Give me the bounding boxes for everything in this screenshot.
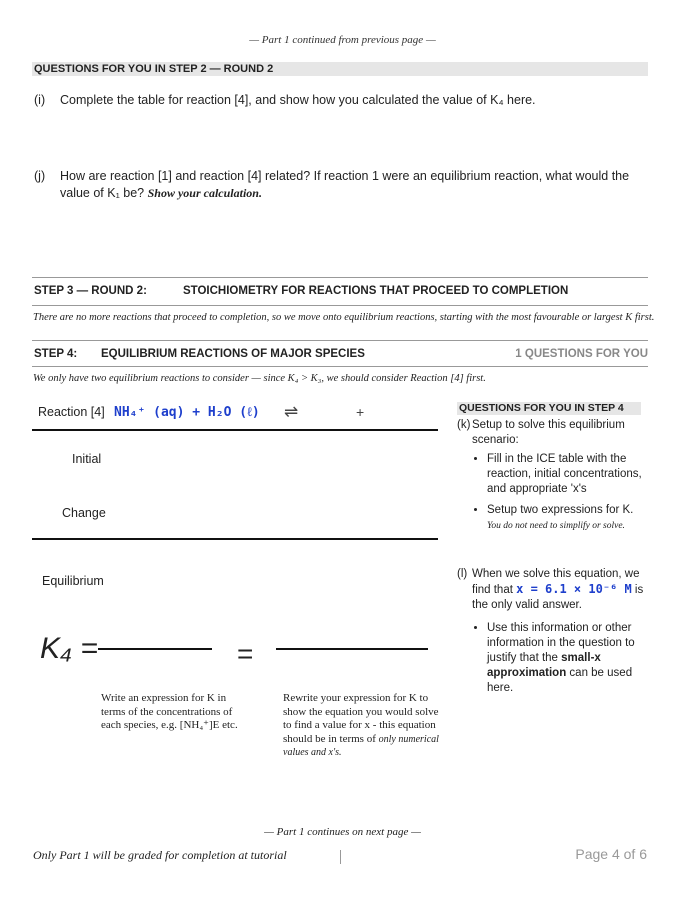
question-i-text: Complete the table for reaction [4], and show how you calculated the value of K₄ here. (60, 93, 536, 107)
equilibrium-arrow: ⇌ (284, 402, 299, 421)
row-initial: Initial (72, 452, 102, 466)
k4-label: K₄ = (40, 632, 98, 665)
question-k-bullet: • Setup two expressions for K. You do not need to simplify or solve. (487, 503, 652, 534)
question-l: (l) When we solve this equation, we find that x = 6.1 × 10⁻⁶ M is the only valid answer. • Use this information or other information in the question to justify that the small-x approximation can be used here. (457, 567, 652, 702)
step3-label: STEP 3 — ROUND 2: (34, 285, 147, 297)
row-equilibrium: Equilibrium (42, 574, 104, 588)
continues-note: — Part 1 continues on next page — (264, 826, 421, 838)
question-i-label: (i) (34, 93, 46, 107)
explanation-left: Write an expression for K in terms of the concentrations of each species, e.g. [NH₄⁺]E etc. (101, 692, 238, 731)
page-number: Page 4 of 6 (575, 846, 647, 862)
k-blank-1 (98, 648, 212, 650)
divider (32, 305, 648, 306)
question-l-label: (l) (457, 568, 468, 580)
question-j-label: (j) (34, 169, 46, 183)
continued-note: — Part 1 continued from previous page — (249, 34, 436, 46)
question-j (34, 168, 646, 202)
reaction-label: Reaction [4] (38, 405, 105, 419)
step3-title: STOICHIOMETRY FOR REACTIONS THAT PROCEED TO COMPLETION (183, 285, 569, 297)
divider (32, 366, 648, 367)
divider (32, 277, 648, 278)
question-k-label: (k) (457, 419, 471, 431)
question-i (34, 92, 646, 109)
plus-sign: + (356, 404, 365, 420)
step3-note: There are no more reactions that proceed to completion, so we move onto equilibrium reactions, starting with the most favourable or largest K first. (33, 312, 655, 323)
step4-title: EQUILIBRIUM REACTIONS OF MAJOR SPECIES (101, 348, 365, 360)
ice-bottom-rule (32, 538, 438, 540)
handwritten-answer: x = 6.1 × 10⁻⁶ M (516, 582, 632, 596)
footer-divider (340, 850, 341, 864)
question-k-bullet: • Fill in the ICE table with the reaction, initial concentrations, and appropriate 'x's (487, 452, 652, 497)
divider (32, 340, 648, 341)
step4-label: STEP 4: (34, 348, 78, 360)
question-j-text: How are reaction [1] and reaction [4] related? If reaction 1 were an equilibrium reaction, what would the value of K₁ be? (60, 169, 630, 200)
question-k (457, 418, 652, 540)
explanation-right: Rewrite your expression for K to show the equation you would solve to find a value for x - this equation should be in terms of only numerical values and x's. (283, 692, 439, 758)
k-blank-2 (276, 648, 428, 650)
handwritten-reactants: NH₄⁺ (aq) + H₂O (ℓ) (114, 405, 260, 420)
question-l-bullet: • Use this information or other information in the question to justify that the small-x approximation can be used here. (487, 621, 652, 696)
equals-sign: = (237, 638, 254, 669)
row-change: Change (62, 506, 106, 520)
step2-title: QUESTIONS FOR YOU IN STEP 2 — ROUND 2 (34, 63, 274, 75)
step4-question-count: 1 QUESTIONS FOR YOU (515, 348, 648, 360)
sidebar-title: QUESTIONS FOR YOU IN STEP 4 (459, 402, 624, 414)
grading-note: Only Part 1 will be graded for completion at tutorial (33, 848, 287, 862)
question-k-text: Setup to solve this equilibrium scenario: (472, 419, 625, 446)
step4-note: We only have two equilibrium reactions to consider — since K₄ > K₃, we should consider Reaction [4] first. (33, 373, 486, 384)
ice-top-rule (32, 429, 438, 431)
question-j-emphasis: Show your calculation. (147, 186, 262, 200)
